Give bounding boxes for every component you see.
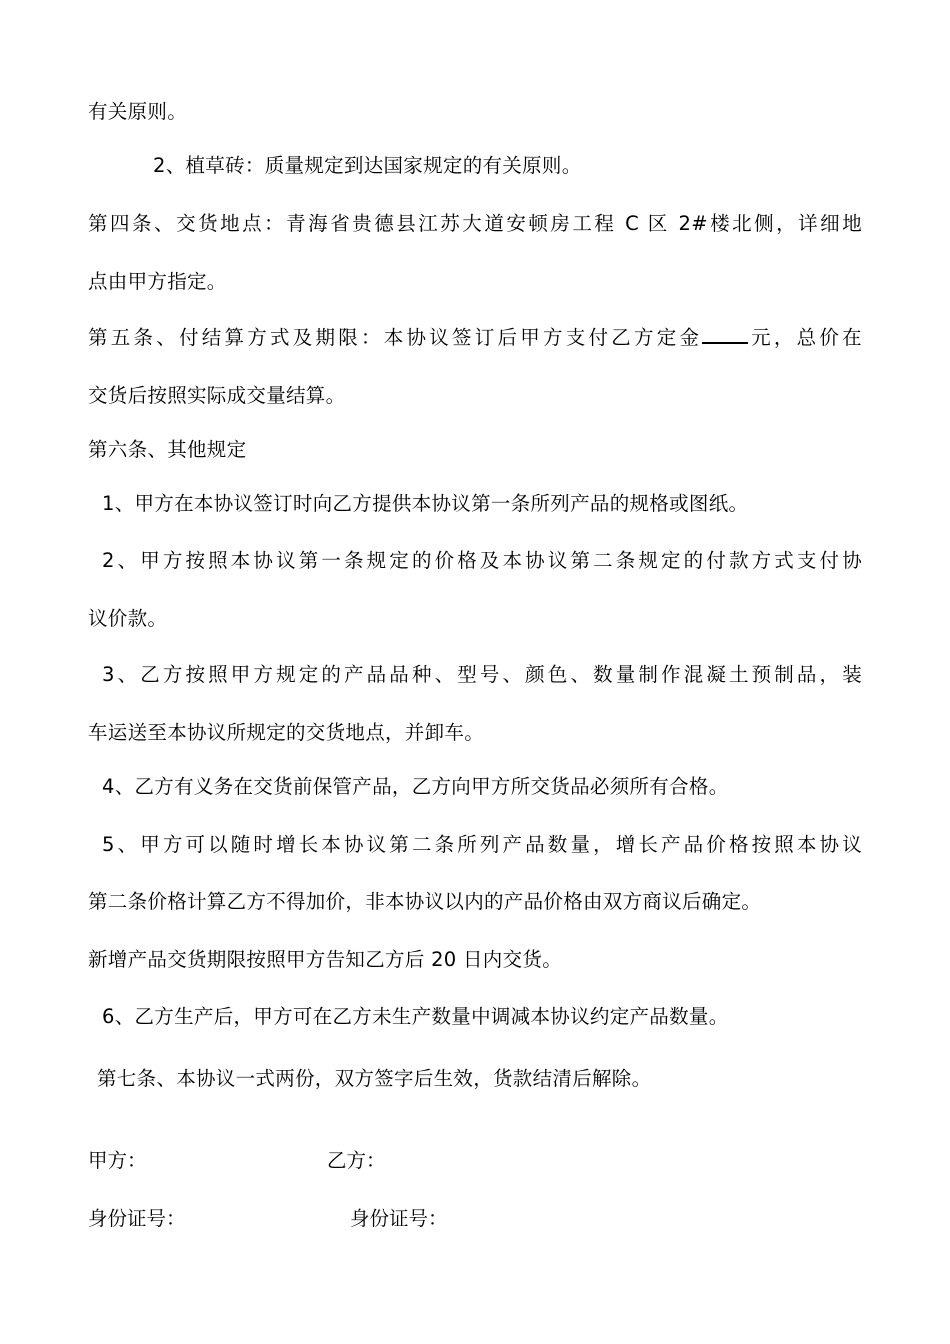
article-5-text-before-blank: 第五条、付结算方式及期限：本协议签订后甲方支付乙方定金	[88, 326, 703, 349]
article-5-line-2: 交货后按照实际成交量结算。	[88, 384, 346, 407]
article-6-item-5-line-2: 第二条价格计算乙方不得加价，非本协议以内的产品价格由双方商议后确定。	[88, 890, 762, 913]
article-6-item-2-line-1: 2、甲方按照本协议第一条规定的价格及本协议第二条规定的付款方式支付协	[102, 549, 862, 572]
article-6-item-4: 4、乙方有义务在交货前保管产品，乙方向甲方所交货品必须所有合格。	[102, 775, 729, 798]
party-a-id-label: 身份证号：	[88, 1207, 186, 1230]
article-5-text-after-blank: 元，总价在	[748, 326, 862, 349]
article-4-line-1: 第四条、交货地点：青海省贵德县江苏大道安顿房工程 C 区 2#楼北侧，详细地	[88, 212, 862, 235]
article-6-item-6: 6、乙方生产后，甲方可在乙方未生产数量中调减本协议约定产品数量。	[102, 1005, 729, 1028]
deposit-amount-blank	[702, 342, 748, 344]
article-6-item-3-line-2: 车运送至本协议所规定的交货地点，并卸车。	[88, 721, 485, 744]
paragraph-grass-brick: 2、植草砖：质量规定到达国家规定的有关原则。	[153, 154, 582, 177]
article-6-title: 第六条、其他规定	[88, 438, 247, 461]
article-6-item-2-line-2: 议价款。	[88, 607, 168, 630]
party-a-label: 甲方：	[88, 1149, 147, 1172]
paragraph-principles-end: 有关原则。	[88, 100, 188, 123]
party-b-label: 乙方：	[327, 1149, 386, 1172]
article-6-item-1: 1、甲方在本协议签订时向乙方提供本协议第一条所列产品的规格或图纸。	[102, 492, 749, 515]
article-6-item-5-line-1: 5、甲方可以随时增长本协议第二条所列产品数量，增长产品价格按照本协议	[102, 833, 862, 856]
article-5-line-1	[88, 325, 862, 351]
party-b-id-label: 身份证号：	[350, 1207, 448, 1230]
article-7: 第七条、本协议一式两份，双方签字后生效，货款结清后解除。	[97, 1067, 652, 1090]
article-4-line-2: 点由甲方指定。	[88, 270, 227, 293]
article-6-item-3-line-1: 3、乙方按照甲方规定的产品品种、型号、颜色、数量制作混凝土预制品，装	[102, 663, 862, 686]
article-6-item-5-line-3: 新增产品交货期限按照甲方告知乙方后 20 日内交货。	[88, 948, 563, 971]
